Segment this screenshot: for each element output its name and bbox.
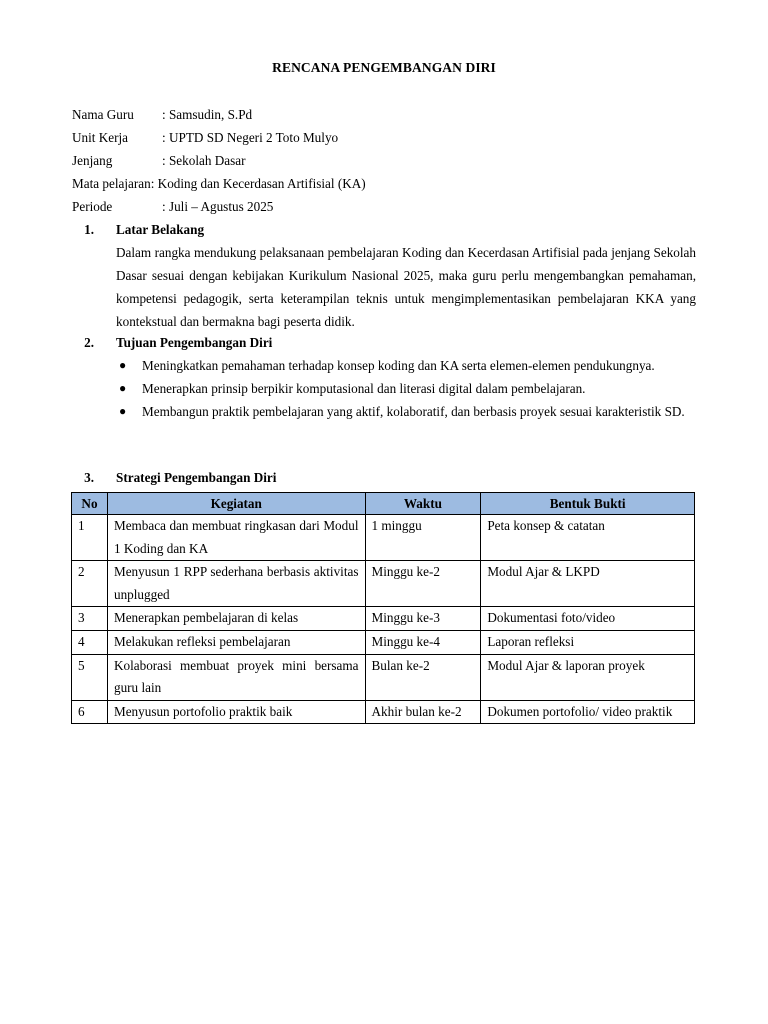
goal-text: Membangun praktik pembelajaran yang aktif, kolaboratif, dan berbasis proyek sesuai karakteristik SD. [142, 404, 685, 419]
list-item [119, 377, 696, 400]
cell-activity: Kolaborasi membuat proyek mini bersama guru lain [107, 654, 365, 700]
meta-row-unit [72, 126, 366, 149]
section-heading [72, 331, 696, 354]
table-row [72, 515, 695, 561]
column-header-no: No [72, 493, 108, 515]
list-item [119, 354, 696, 377]
cell-time: 1 minggu [365, 515, 481, 561]
table-row [72, 607, 695, 631]
cell-no: 5 [72, 654, 108, 700]
meta-row-subject [72, 172, 366, 195]
goal-text: Meningkatkan pemahaman terhadap konsep koding dan KA serta elemen-elemen pendukungnya. [142, 358, 655, 373]
meta-key: Unit Kerja [72, 130, 129, 145]
cell-activity: Menerapkan pembelajaran di kelas [107, 607, 365, 631]
strategy-table [71, 492, 695, 724]
meta-row-period [72, 195, 366, 218]
cell-time: Akhir bulan ke-2 [365, 700, 481, 724]
section-background [72, 218, 696, 333]
list-item [119, 400, 696, 423]
table-row [72, 630, 695, 654]
cell-no: 1 [72, 515, 108, 561]
section-title: Latar Belakang [116, 222, 205, 237]
bullet-icon: ● [119, 381, 127, 395]
column-header-time: Waktu [365, 493, 481, 515]
column-header-evidence: Bentuk Bukti [481, 493, 695, 515]
table-row [72, 654, 695, 700]
goal-list [72, 354, 696, 423]
table-row [72, 561, 695, 607]
cell-evidence: Modul Ajar & laporan proyek [481, 654, 695, 700]
cell-evidence: Modul Ajar & LKPD [481, 561, 695, 607]
meta-value: : Juli – Agustus 2025 [162, 199, 274, 214]
meta-key: Mata pelajaran [72, 176, 151, 191]
cell-no: 3 [72, 607, 108, 631]
section-number: 3. [84, 470, 94, 485]
bullet-icon: ● [119, 404, 127, 418]
meta-key: Jenjang [72, 153, 113, 168]
cell-activity: Menyusun 1 RPP sederhana berbasis aktivitas unplugged [107, 561, 365, 607]
section-heading [72, 466, 696, 489]
section-strategy [72, 466, 696, 489]
section-heading [72, 218, 696, 241]
section-number: 2. [84, 335, 94, 350]
section-number: 1. [84, 222, 94, 237]
meta-value: : UPTD SD Negeri 2 Toto Mulyo [162, 130, 339, 145]
meta-key: Periode [72, 199, 113, 214]
cell-evidence: Laporan refleksi [481, 630, 695, 654]
background-paragraph: Dalam rangka mendukung pelaksanaan pembelajaran Koding dan Kecerdasan Artifisial pada jenjang Sekolah Dasar sesuai dengan kebijakan Kurikulum Nasional 2025, maka guru perlu mengembangkan pemahaman, kompetensi pedagogik, serta keterampilan teknis untuk mengimplementasikan pembelajaran KKA yang kontekstual dan bermakna bagi peserta didik. [116, 245, 696, 329]
cell-evidence: Dokumen portofolio/ video praktik [481, 700, 695, 724]
cell-no: 6 [72, 700, 108, 724]
meta-value: : Sekolah Dasar [162, 153, 246, 168]
cell-activity: Melakukan refleksi pembelajaran [107, 630, 365, 654]
cell-no: 2 [72, 561, 108, 607]
table-row [72, 700, 695, 724]
cell-activity: Membaca dan membuat ringkasan dari Modul 1 Koding dan KA [107, 515, 365, 561]
identity-block [72, 103, 366, 218]
meta-value: : Samsudin, S.Pd [162, 107, 253, 122]
cell-time: Bulan ke-2 [365, 654, 481, 700]
table-header-row [72, 493, 695, 515]
meta-row-level [72, 149, 366, 172]
meta-value: : Koding dan Kecerdasan Artifisial (KA) [150, 176, 366, 191]
section-goals [72, 331, 696, 423]
section-title: Strategi Pengembangan Diri [116, 470, 277, 485]
goal-text: Menerapkan prinsip berpikir komputasional dan literasi digital dalam pembelajaran. [142, 381, 586, 396]
bullet-icon: ● [119, 358, 127, 372]
cell-time: Minggu ke-2 [365, 561, 481, 607]
meta-key: Nama Guru [72, 107, 134, 122]
column-header-activity: Kegiatan [107, 493, 365, 515]
cell-no: 4 [72, 630, 108, 654]
cell-evidence: Dokumentasi foto/video [481, 607, 695, 631]
meta-row-teacher [72, 103, 366, 126]
cell-time: Minggu ke-4 [365, 630, 481, 654]
cell-time: Minggu ke-3 [365, 607, 481, 631]
cell-evidence: Peta konsep & catatan [481, 515, 695, 561]
section-title: Tujuan Pengembangan Diri [116, 335, 273, 350]
cell-activity: Menyusun portofolio praktik baik [107, 700, 365, 724]
document-title: RENCANA PENGEMBANGAN DIRI [272, 60, 496, 75]
